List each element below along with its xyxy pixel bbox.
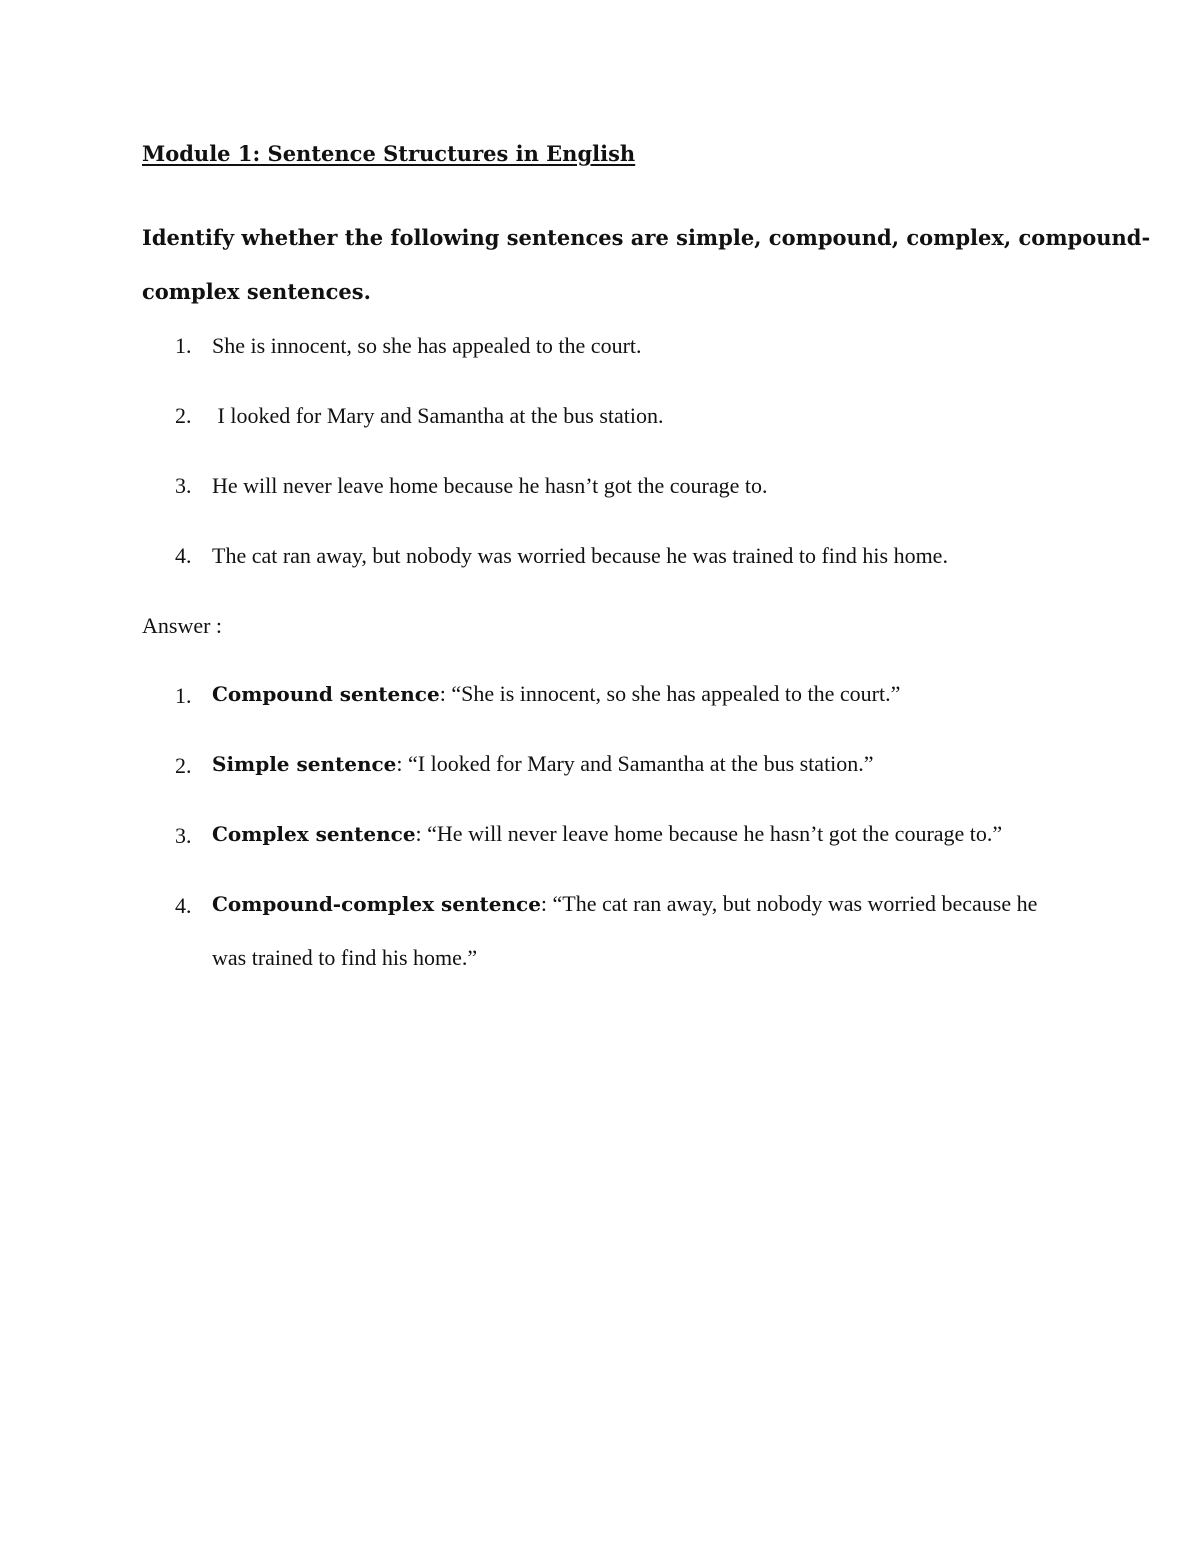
answer-text: : “I looked for Mary and Samantha at the bus station.” (396, 751, 874, 776)
sentence-type: Compound sentence (212, 682, 440, 706)
question-number: 4. (175, 543, 192, 568)
sentence-type: Compound-complex sentence (212, 892, 541, 916)
answer-number: 2. (175, 753, 192, 778)
answer-text-wrapper (212, 667, 900, 721)
instruction-line-2: complex sentences. (142, 279, 371, 304)
answer-text-wrapper (212, 877, 1052, 985)
question-text: He will never leave home because he hasn’t got the courage to. (212, 473, 768, 498)
answer-number: 3. (175, 823, 192, 848)
question-text: I looked for Mary and Samantha at the bus station. (212, 403, 664, 428)
question-number: 2. (175, 403, 192, 428)
question-text: She is innocent, so she has appealed to the court. (212, 333, 642, 358)
answer-text: : “He will never leave home because he hasn’t got the courage to.” (415, 821, 1003, 846)
sentence-type: Complex sentence (212, 822, 416, 846)
question-number: 3. (175, 473, 192, 498)
question-text: The cat ran away, but nobody was worried because he was trained to find his home. (212, 543, 948, 568)
answer-label: Answer : (142, 613, 223, 638)
answer-number: 1. (175, 683, 192, 708)
question-number: 1. (175, 333, 192, 358)
answer-text: : “She is innocent, so she has appealed to the court.” (439, 681, 901, 706)
instruction-line-1: Identify whether the following sentences are simple, compound, complex, compound- (142, 225, 1151, 250)
answer-text-wrapper (212, 807, 1002, 861)
answer-text-wrapper (212, 737, 874, 791)
sentence-type: Simple sentence (212, 752, 397, 776)
instruction-text (142, 211, 1151, 319)
answer-text: : “The cat ran away, but nobody was worried because he was trained to find his home.” (212, 891, 1038, 970)
answer-number: 4. (175, 893, 192, 918)
page-title: Module 1: Sentence Structures in English (142, 141, 636, 166)
